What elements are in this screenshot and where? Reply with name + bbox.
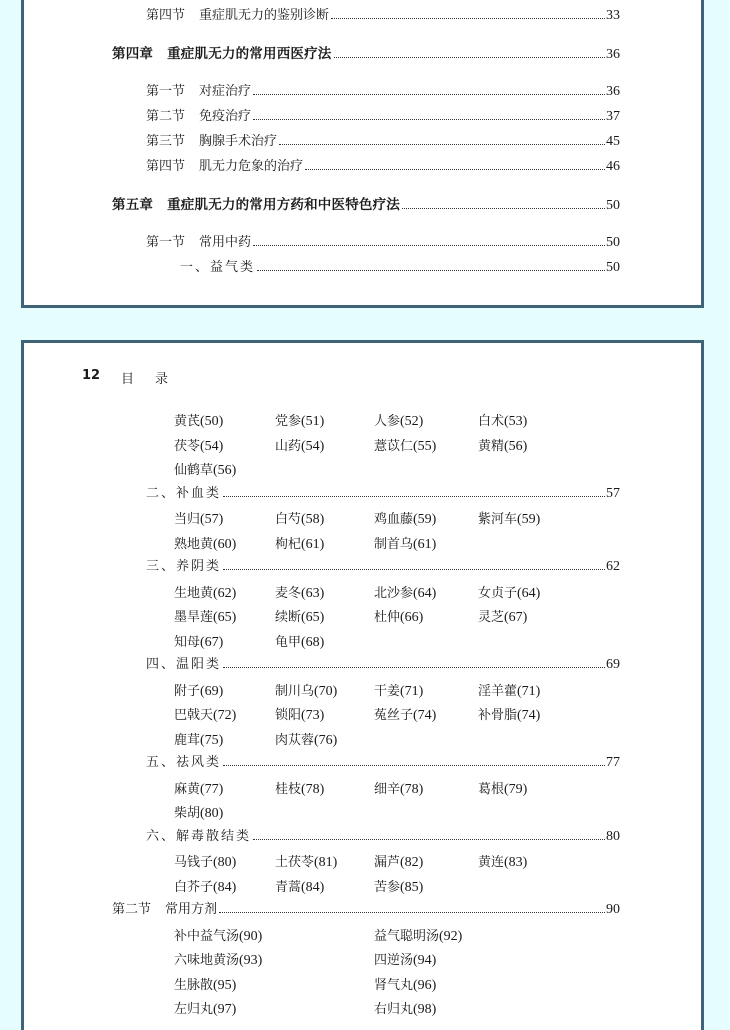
- herb-name: 紫河车: [478, 512, 518, 527]
- header-title-char: 目: [121, 372, 135, 387]
- herb-name: 益气聪明汤: [374, 928, 440, 944]
- toc-entry-title: [146, 828, 251, 846]
- toc-entry-text: 对症治疗: [199, 84, 252, 99]
- toc-entry-number: 第二节: [112, 902, 152, 917]
- herb-page: (95): [213, 977, 237, 993]
- toc-entry-text: 重症肌无力的鉴别诊断: [199, 8, 330, 23]
- herb-page: (98): [413, 1002, 437, 1017]
- page-header: [82, 368, 168, 387]
- toc-page-number: 36: [606, 84, 620, 99]
- herb-page: (96): [413, 977, 437, 993]
- dot-leader: [253, 244, 605, 246]
- herb-entry[interactable]: [374, 609, 423, 627]
- herb-page: (84): [301, 879, 325, 895]
- toc-entry-title: [112, 45, 332, 63]
- herb-page: (83): [504, 855, 528, 870]
- herb-name: 土茯苓: [275, 855, 315, 870]
- toc-entry-text: 一、益气类: [180, 260, 256, 275]
- herb-entry[interactable]: [374, 585, 436, 603]
- herb-page: (67): [200, 634, 224, 650]
- herb-name: 制首乌: [374, 536, 414, 552]
- herb-name: 生地黄: [174, 585, 214, 601]
- herb-page: (92): [439, 928, 463, 944]
- toc-entry-title: [180, 259, 255, 277]
- dot-leader: [331, 17, 605, 19]
- herb-name: 枸杞: [275, 536, 302, 552]
- herb-entry[interactable]: [174, 707, 236, 725]
- herb-name: 仙鹤草: [174, 463, 214, 478]
- herb-entry[interactable]: [374, 413, 423, 431]
- dot-leader: [223, 666, 605, 668]
- toc-category[interactable]: [146, 828, 620, 846]
- herb-entry[interactable]: [478, 683, 540, 701]
- herb-entry[interactable]: [174, 462, 236, 480]
- herb-page: (71): [517, 683, 541, 699]
- herb-name: 肉苁蓉: [275, 732, 315, 748]
- toc-entry-title: [146, 485, 221, 503]
- toc-entry-text: 胸腺手术治疗: [199, 134, 278, 149]
- herb-page: (74): [517, 708, 541, 723]
- toc-category[interactable]: [146, 656, 620, 674]
- herb-page: (76): [314, 732, 338, 748]
- herb-page: (53): [504, 414, 528, 429]
- dot-leader: [253, 93, 605, 95]
- herb-page: (84): [213, 879, 237, 895]
- herb-name: 青蒿: [275, 879, 302, 895]
- herb-page: (78): [301, 781, 325, 797]
- herb-entry[interactable]: [174, 609, 236, 627]
- herb-page: (63): [301, 585, 325, 601]
- toc-entry-number: 第一节: [146, 84, 186, 99]
- herb-page: (93): [239, 953, 263, 968]
- herb-name: 生脉散: [174, 977, 214, 993]
- herb-name: 马钱子: [174, 855, 214, 870]
- herb-name: 苦参: [374, 879, 401, 895]
- herb-entry[interactable]: [478, 585, 540, 603]
- herb-name: 锁阳: [275, 708, 302, 723]
- dot-leader: [257, 269, 605, 271]
- toc-page-number: 36: [606, 47, 620, 62]
- herb-page: (56): [504, 438, 528, 454]
- toc-entry-title: [146, 108, 251, 126]
- toc-entry-text: 常用中药: [199, 235, 252, 250]
- toc-category[interactable]: [180, 259, 620, 277]
- toc-chapter[interactable]: [112, 196, 620, 215]
- herb-entry[interactable]: [478, 609, 527, 627]
- herb-entry[interactable]: [374, 928, 462, 946]
- dot-leader: [219, 911, 605, 913]
- toc-page-number: 50: [606, 260, 620, 275]
- herb-name: 葛根: [478, 781, 505, 797]
- herb-name: 麻黄: [174, 781, 201, 797]
- herb-entry[interactable]: [174, 511, 223, 529]
- page-number: 12: [82, 368, 101, 383]
- herb-entry[interactable]: [174, 683, 223, 701]
- herb-name: 白芍: [275, 512, 302, 527]
- herb-page: (70): [314, 683, 338, 699]
- herb-name: 党参: [275, 414, 302, 429]
- herb-entry[interactable]: [174, 952, 262, 970]
- herb-page: (54): [301, 438, 325, 454]
- herb-page: (64): [517, 585, 541, 601]
- herb-page: (74): [413, 708, 437, 723]
- herb-name: 知母: [174, 634, 201, 650]
- herb-entry[interactable]: [374, 511, 436, 529]
- herb-entry[interactable]: [174, 1001, 236, 1019]
- herb-name: 灵芝: [478, 610, 505, 625]
- toc-entry-text: 六、解毒散结类: [146, 828, 252, 844]
- toc-page-number: 90: [606, 902, 620, 917]
- toc-entry-title: [146, 754, 221, 772]
- herb-name: 干姜: [374, 683, 401, 699]
- herb-page: (75): [200, 732, 224, 748]
- herb-entry[interactable]: [374, 952, 436, 970]
- herb-name: 女贞子: [478, 585, 518, 601]
- herb-page: (59): [517, 512, 541, 527]
- herb-entry[interactable]: [275, 854, 337, 872]
- herb-entry[interactable]: [374, 438, 436, 456]
- herb-page: (78): [400, 781, 424, 797]
- herb-name: 黄精: [478, 438, 505, 454]
- herb-name: 淫羊藿: [478, 683, 518, 699]
- herb-entry[interactable]: [174, 977, 236, 995]
- herb-name: 六味地黄汤: [174, 953, 240, 968]
- herb-entry[interactable]: [478, 511, 540, 529]
- toc-entry-title: [146, 558, 221, 576]
- toc-entry-text: 重症肌无力的常用方药和中医特色疗法: [167, 197, 401, 213]
- herb-name: 黄连: [478, 855, 505, 870]
- dot-leader: [223, 568, 605, 570]
- herb-page: (81): [314, 855, 338, 870]
- herb-entry[interactable]: [374, 781, 423, 799]
- toc-entry-title: [146, 7, 329, 25]
- herb-page: (65): [213, 610, 237, 625]
- herb-entry[interactable]: [275, 585, 324, 603]
- herb-name: 左归丸: [174, 1002, 214, 1017]
- dot-leader: [279, 143, 605, 145]
- herb-page: (54): [200, 438, 224, 454]
- herb-entry[interactable]: [478, 707, 540, 725]
- toc-page-lower: [21, 340, 704, 1030]
- herb-entry[interactable]: [478, 413, 527, 431]
- toc-entry-text: 三、养阴类: [146, 559, 222, 574]
- herb-page: (71): [400, 683, 424, 699]
- toc-entry-title: [112, 196, 400, 214]
- toc-page-number: 33: [606, 8, 620, 23]
- herb-name: 茯苓: [174, 438, 201, 454]
- toc-entry-number: 第五章: [112, 197, 154, 213]
- herb-name: 白芥子: [174, 879, 214, 895]
- herb-entry[interactable]: [478, 438, 527, 456]
- herb-page: (80): [213, 855, 237, 870]
- toc-entry-title: [146, 83, 251, 101]
- herb-page: (85): [400, 879, 424, 895]
- herb-page: (55): [413, 438, 437, 454]
- herb-name: 细辛: [374, 781, 401, 797]
- toc-entry-number: 第四章: [112, 46, 154, 62]
- dot-leader: [402, 207, 605, 209]
- herb-name: 熟地黄: [174, 536, 214, 552]
- herb-name: 四逆汤: [374, 953, 414, 968]
- herb-entry[interactable]: [275, 413, 324, 431]
- herb-name: 鸡血藤: [374, 512, 414, 527]
- herb-name: 黄芪: [174, 414, 201, 429]
- toc-entry-title: [146, 656, 221, 674]
- toc-entry-number: 第二节: [146, 109, 186, 124]
- herb-page: (59): [413, 512, 437, 527]
- toc-chapter[interactable]: [112, 45, 620, 64]
- toc-entry-text: 五、祛风类: [146, 755, 222, 770]
- toc-section[interactable]: [146, 7, 620, 25]
- herb-page: (90): [239, 928, 263, 944]
- header-title-char: 录: [155, 372, 169, 387]
- herb-name: 北沙参: [374, 585, 414, 601]
- herb-page: (65): [301, 610, 325, 625]
- herb-page: (69): [200, 683, 224, 699]
- herb-name: 当归: [174, 512, 201, 527]
- herb-name: 巴戟天: [174, 708, 214, 723]
- herb-entry[interactable]: [374, 1001, 436, 1019]
- toc-entry-number: 第四节: [146, 8, 186, 23]
- herb-page: (82): [400, 855, 424, 870]
- toc-entry-text: 常用方剂: [165, 902, 218, 917]
- herb-entry[interactable]: [478, 781, 527, 799]
- toc-entry-number: 第三节: [146, 134, 186, 149]
- herb-name: 补中益气汤: [174, 928, 240, 944]
- herb-page: (60): [213, 536, 237, 552]
- dot-leader: [223, 764, 605, 766]
- herb-entry[interactable]: [374, 879, 423, 897]
- herb-name: 补骨脂: [478, 708, 518, 723]
- toc-entry-title: [112, 901, 217, 919]
- herb-name: 制川乌: [275, 683, 315, 699]
- herb-page: (50): [200, 414, 224, 429]
- herb-entry[interactable]: [478, 854, 527, 872]
- toc-page-number: 77: [606, 755, 620, 770]
- herb-page: (67): [504, 610, 528, 625]
- dot-leader: [253, 118, 605, 120]
- toc-page-number: 50: [606, 198, 620, 213]
- herb-entry[interactable]: [275, 511, 324, 529]
- herb-entry[interactable]: [174, 854, 236, 872]
- toc-section[interactable]: [146, 234, 620, 252]
- toc-section[interactable]: [112, 901, 620, 919]
- herb-entry[interactable]: [275, 683, 337, 701]
- toc-section[interactable]: [146, 158, 620, 176]
- herb-name: 漏芦: [374, 855, 401, 870]
- herb-page: (73): [301, 708, 325, 723]
- toc-entry-text: 肌无力危象的治疗: [199, 159, 304, 174]
- herb-entry[interactable]: [275, 707, 324, 725]
- herb-page: (72): [213, 708, 237, 723]
- dot-leader: [253, 838, 605, 840]
- herb-name: 桂枝: [275, 781, 302, 797]
- herb-page: (52): [400, 414, 424, 429]
- herb-entry[interactable]: [174, 634, 223, 652]
- herb-name: 麦冬: [275, 585, 302, 601]
- toc-category[interactable]: [146, 558, 620, 576]
- herb-name: 鹿茸: [174, 732, 201, 748]
- herb-entry[interactable]: [374, 536, 436, 554]
- herb-entry[interactable]: [374, 707, 436, 725]
- herb-page: (97): [213, 1002, 237, 1017]
- toc-entry-number: 第一节: [146, 235, 186, 250]
- herb-page: (64): [413, 585, 437, 601]
- herb-page: (80): [200, 806, 224, 821]
- herb-name: 墨旱莲: [174, 610, 214, 625]
- herb-entry[interactable]: [174, 536, 236, 554]
- herb-entry[interactable]: [374, 683, 423, 701]
- herb-entry[interactable]: [174, 928, 262, 946]
- herb-name: 续断: [275, 610, 302, 625]
- herb-name: 白术: [478, 414, 505, 429]
- toc-entry-title: [146, 158, 303, 176]
- herb-page: (79): [504, 781, 528, 797]
- toc-page-number: 46: [606, 159, 620, 174]
- toc-page-number: 62: [606, 559, 620, 574]
- toc-entry-number: 第四节: [146, 159, 186, 174]
- dot-leader: [305, 168, 605, 170]
- toc-page-number: 80: [606, 828, 620, 844]
- dot-leader: [223, 495, 605, 497]
- herb-name: 菟丝子: [374, 708, 414, 723]
- herb-entry[interactable]: [374, 854, 423, 872]
- herb-entry[interactable]: [174, 585, 236, 603]
- herb-page: (58): [301, 512, 325, 527]
- herb-name: 薏苡仁: [374, 438, 414, 454]
- herb-name: 柴胡: [174, 806, 201, 821]
- toc-page-number: 57: [606, 485, 620, 501]
- herb-page: (62): [213, 585, 237, 601]
- herb-name: 山药: [275, 438, 302, 454]
- herb-page: (61): [413, 536, 437, 552]
- toc-section[interactable]: [146, 133, 620, 151]
- herb-page: (66): [400, 610, 424, 625]
- herb-page: (77): [200, 781, 224, 797]
- herb-entry[interactable]: [275, 536, 324, 554]
- herb-name: 附子: [174, 683, 201, 699]
- herb-entry[interactable]: [174, 732, 223, 750]
- herb-page: (56): [213, 463, 237, 478]
- herb-name: 肾气丸: [374, 977, 414, 993]
- herb-entry[interactable]: [275, 879, 324, 897]
- toc-category[interactable]: [146, 485, 620, 503]
- herb-entry[interactable]: [275, 634, 324, 652]
- toc-section[interactable]: [146, 108, 620, 126]
- herb-entry[interactable]: [174, 438, 223, 456]
- toc-entry-text: 二、补血类: [146, 485, 222, 501]
- herb-name: 人参: [374, 414, 401, 429]
- herb-entry[interactable]: [174, 805, 223, 823]
- toc-entry-text: 四、温阳类: [146, 657, 222, 672]
- herb-entry[interactable]: [275, 609, 324, 627]
- herb-page: (68): [301, 634, 325, 650]
- toc-entry-title: [146, 234, 251, 252]
- herb-name: 龟甲: [275, 634, 302, 650]
- toc-entry-title: [146, 133, 277, 151]
- toc-page-number: 69: [606, 657, 620, 672]
- toc-page-number: 45: [606, 134, 620, 149]
- herb-entry[interactable]: [275, 732, 337, 750]
- herb-entry[interactable]: [174, 781, 223, 799]
- toc-page-number: 37: [606, 109, 620, 124]
- herb-name: 右归丸: [374, 1002, 414, 1017]
- herb-entry[interactable]: [174, 413, 223, 431]
- herb-page: (57): [200, 512, 224, 527]
- herb-entry[interactable]: [275, 438, 324, 456]
- toc-entry-text: 免疫治疗: [199, 109, 252, 124]
- herb-name: 杜仲: [374, 610, 401, 625]
- toc-entry-text: 重症肌无力的常用西医疗法: [167, 46, 332, 62]
- herb-page: (94): [413, 953, 437, 968]
- herb-entry[interactable]: [374, 977, 436, 995]
- herb-page: (61): [301, 536, 325, 552]
- toc-section[interactable]: [146, 83, 620, 101]
- toc-category[interactable]: [146, 754, 620, 772]
- herb-entry[interactable]: [275, 781, 324, 799]
- herb-entry[interactable]: [174, 879, 236, 897]
- herb-page: (51): [301, 414, 325, 429]
- dot-leader: [334, 56, 605, 58]
- toc-page-number: 50: [606, 235, 620, 250]
